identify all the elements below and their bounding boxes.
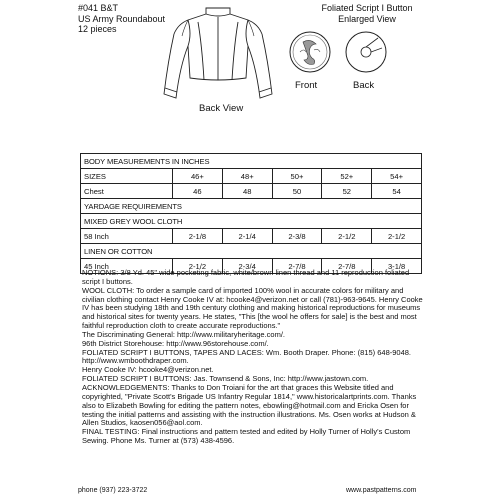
- acknowledgements-paragraph: ACKNOWLEDGEMENTS: Thanks to Don Troiani for the art that graces this Website titled and copyrighted, "Private Scott's Brigade US Infantry Regular 1814," www.historicalartprints.com. Thanks also to Elizabeth Bowling for editing the pattern notes, ebowling@hotmail.com and Ericka Osen for testing the initial patterns and assisting with the instruction illustrations. Ms. Osen works at Hudson & Allen Studios, kaosen056@aol.com.: [82, 382, 417, 428]
- chest-cell: 52: [322, 184, 372, 199]
- button-header: [297, 3, 437, 24]
- pattern-number: #041 B&T: [78, 3, 119, 13]
- table-row: [81, 214, 422, 229]
- size-cell: 48+: [222, 169, 272, 184]
- jacket-back-illustration: [158, 6, 278, 106]
- front-label: Front: [295, 80, 318, 91]
- size-cell: 54+: [372, 169, 422, 184]
- table-row: [81, 154, 422, 169]
- pattern-header: [78, 3, 165, 35]
- source-line: 96th District Storehouse: http://www.96storehouse.com/.: [82, 338, 269, 348]
- table-row: [81, 199, 422, 214]
- linen-cell: 2-1/2: [173, 259, 223, 274]
- yardage-title: YARDAGE REQUIREMENTS: [81, 199, 422, 214]
- wool-cell: 2-1/4: [222, 229, 272, 244]
- source-line: The Discriminating General: http://www.militaryheritage.com/.: [82, 329, 285, 339]
- chest-cell: 48: [222, 184, 272, 199]
- wool-width: 58 Inch: [81, 229, 173, 244]
- sizes-table: [80, 153, 422, 274]
- back-label: Back: [353, 80, 375, 91]
- linen-cell: 2-7/8: [322, 259, 372, 274]
- chest-cell: 46: [173, 184, 223, 199]
- footer-phone: phone (937) 223-3722: [78, 487, 148, 494]
- wool-cell: 2-1/8: [173, 229, 223, 244]
- button-front-icon: [288, 30, 332, 74]
- table-row: [81, 244, 422, 259]
- linen-cell: 2-7/8: [272, 259, 322, 274]
- source-line: FOLIATED SCRIPT I BUTTONS, TAPES AND LACES: Wm. Booth Draper. Phone: (815) 648-9048. http://www.wmboothdraper.com.: [82, 347, 412, 366]
- linen-title: LINEN OR COTTON: [81, 244, 422, 259]
- wool-cell: 2-3/8: [272, 229, 322, 244]
- back-view-label: Back View: [199, 103, 244, 114]
- table-row: [81, 184, 422, 199]
- chest-cell: 54: [372, 184, 422, 199]
- source-line: FOLIATED SCRIPT I BUTTONS: Jas. Townsend & Sons, Inc: http://www.jastown.com.: [82, 374, 369, 384]
- table-row: [81, 229, 422, 244]
- size-cell: 52+: [322, 169, 372, 184]
- piece-count: 12 pieces: [78, 24, 117, 34]
- source-line: Henry Cooke IV: hcooke4@verizon.net.: [82, 365, 214, 375]
- linen-width: 45 Inch: [81, 259, 173, 274]
- button-title: Foliated Script I Button: [321, 3, 413, 13]
- table-row: [81, 169, 422, 184]
- table-title: BODY MEASUREMENTS IN INCHES: [81, 154, 422, 169]
- wool-cell: 2-1/2: [372, 229, 422, 244]
- button-back-icon: [344, 30, 388, 74]
- size-cell: 46+: [173, 169, 223, 184]
- size-cell: 50+: [272, 169, 322, 184]
- linen-cell: 2-3/4: [222, 259, 272, 274]
- button-subtitle: Enlarged View: [338, 13, 396, 24]
- wool-cell: 2-1/2: [322, 229, 372, 244]
- chest-cell: 50: [272, 184, 322, 199]
- footer-website: www.pastpatterns.com: [346, 487, 417, 494]
- notes-section: [82, 269, 427, 446]
- pattern-name: US Army Roundabout: [78, 13, 166, 24]
- size-label: SIZES: [81, 169, 173, 184]
- final-testing-paragraph: FINAL TESTING: Final instructions and pattern tested and edited by Holly Turner of Holly's Custom Sewing. Phone Ms. Turner at (573) 438-4596.: [82, 427, 411, 446]
- chest-label: Chest: [81, 184, 173, 199]
- wool-cloth-paragraph: WOOL CLOTH: To order a sample card of imported 100% wool in accurate colors for military and civilian clothing contact Henry Cooke IV at: hcooke4@verizon.net or call (781)-963-9645. Henry Cooke IV has been studying 18th and 19th century clothing and making historical reproductions for museums and historical sites for twenty years. He states, "This [the wool he offers for sale] is the best and most faithful reproduction cloth to create accurate reproductions.": [82, 285, 423, 331]
- linen-cell: 3-1/8: [372, 259, 422, 274]
- notions-paragraph: NOTIONS: 3/8 Yd. 45" wide pocketing fabric, white/brown linen thread and 11 reproduction foliated script I buttons.: [82, 268, 410, 286]
- wool-title: MIXED GREY WOOL CLOTH: [81, 214, 422, 229]
